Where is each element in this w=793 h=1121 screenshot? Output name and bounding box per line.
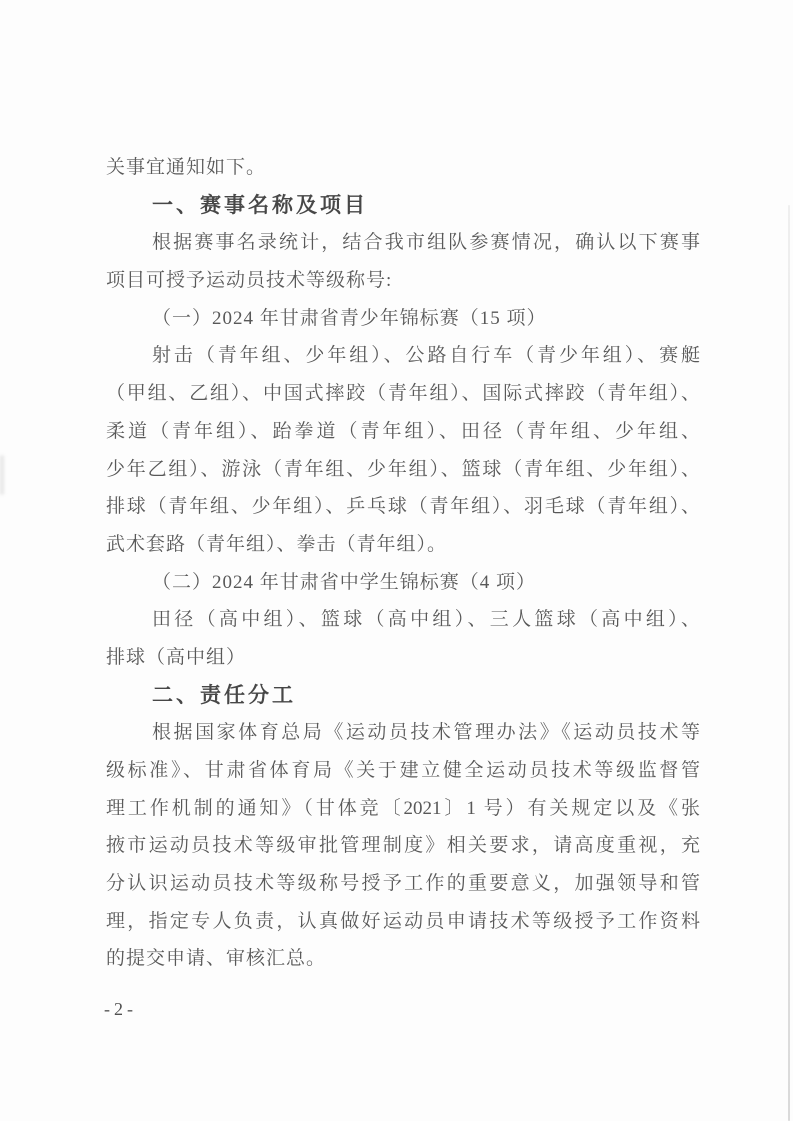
text-line: 排球（青年组、少年组）、乒乓球（青年组）、羽毛球（青年组）、 bbox=[106, 496, 700, 518]
text-line: 田径（高中组）、篮球（高中组）、三人篮球（高中组）、 bbox=[152, 609, 700, 631]
text-line: 根据赛事名录统计，结合我市组队参赛情况，确认以下赛事 bbox=[152, 232, 700, 254]
scan-edge-artifact bbox=[788, 205, 790, 1121]
text-line: 根据国家体育总局《运动员技术管理办法》《运动员技术等 bbox=[152, 722, 700, 744]
text-line: 项目可授予运动员技术等级称号: bbox=[106, 270, 393, 292]
text-line: 掖市运动员技术等级审批管理制度》相关要求，请高度重视，充 bbox=[106, 835, 700, 857]
text-line: 的提交申请、审核汇总。 bbox=[106, 948, 327, 970]
text-line: （一）2024 年甘肃省青少年锦标赛（15 项） bbox=[152, 307, 547, 329]
text-line: （甲组、乙组）、中国式摔跤（青年组）、国际式摔跤（青年组）、 bbox=[106, 383, 700, 405]
text-line: （二）2024 年甘肃省中学生锦标赛（4 项） bbox=[152, 571, 537, 593]
text-line: 少年乙组）、游泳（青年组、少年组）、篮球（青年组、少年组）、 bbox=[106, 458, 700, 480]
page-number: -2- bbox=[104, 999, 137, 1019]
text-line: 柔道（青年组）、跆拳道（青年组）、田径（青年组、少年组、 bbox=[106, 420, 700, 442]
document-body bbox=[106, 149, 700, 978]
text-line: 排球（高中组） bbox=[106, 646, 247, 668]
text-line: 射击（青年组、少年组）、公路自行车（青少年组）、赛艇 bbox=[152, 345, 700, 367]
text-line: 分认识运动员技术等级称号授予工作的重要意义，加强领导和管 bbox=[106, 873, 700, 895]
text-line: 理，指定专人负责，认真做好运动员申请技术等级授予工作资料 bbox=[106, 910, 700, 932]
text-line: 武术套路（青年组）、拳击（青年组）。 bbox=[106, 533, 448, 555]
text-line: 理工作机制的通知》（甘体竞〔2021〕1 号）有关规定以及《张 bbox=[106, 797, 700, 819]
scan-smudge-artifact bbox=[0, 455, 4, 495]
section-heading: 二、责任分工 bbox=[152, 683, 296, 707]
text-line: 级标准》、甘肃省体育局《关于建立健全运动员技术等级监督管 bbox=[106, 760, 700, 781]
text-line: 关事宜通知如下。 bbox=[106, 157, 267, 178]
section-heading: 一、赛事名称及项目 bbox=[152, 193, 368, 217]
